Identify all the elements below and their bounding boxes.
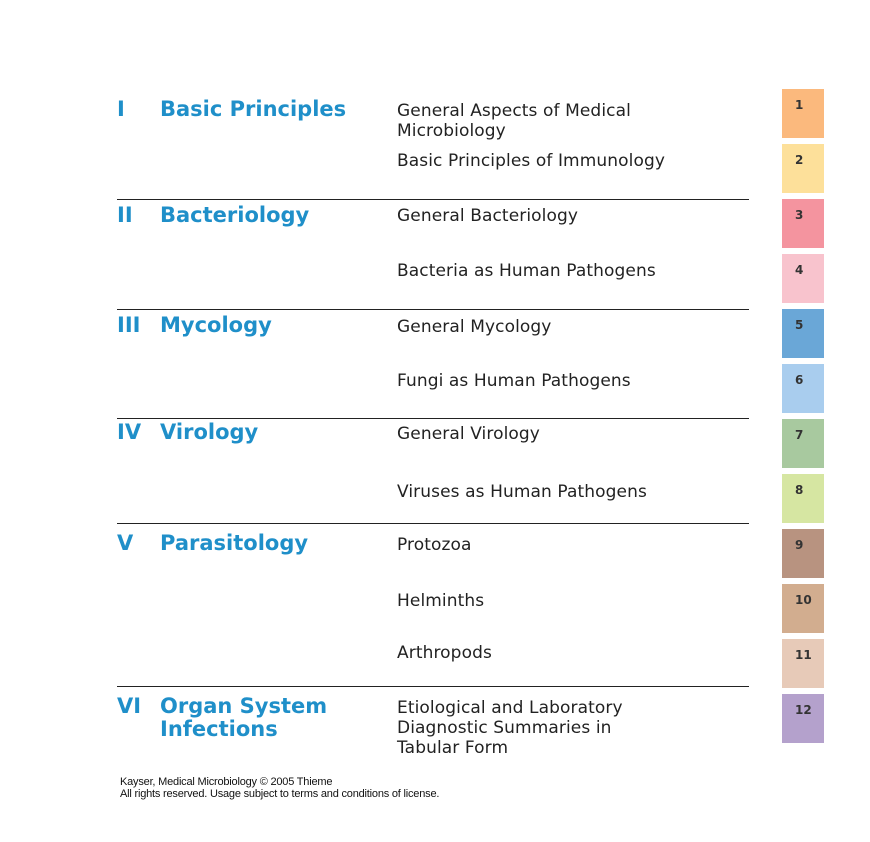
- chapter-8-title[interactable]: Viruses as Human Pathogens: [397, 482, 647, 502]
- chapter-7-title[interactable]: General Virology: [397, 424, 540, 444]
- chapter-tab-number: 5: [795, 318, 804, 332]
- chapter-tab-number: 1: [795, 98, 804, 112]
- copyright-line-1: Kayser, Medical Microbiology © 2005 Thieme: [120, 776, 333, 788]
- chapter-tab-number: 6: [795, 373, 804, 387]
- chapter-tab-2[interactable]: [782, 144, 824, 193]
- part-title-mycology: Mycology: [160, 313, 272, 337]
- chapter-9-title[interactable]: Protozoa: [397, 535, 472, 555]
- part-numeral-vi: VI: [117, 694, 142, 718]
- section-divider: [117, 686, 749, 687]
- part-title-line-2: Infections: [160, 717, 278, 741]
- chapter-tab-3[interactable]: [782, 199, 824, 248]
- chapter-2-title[interactable]: Basic Principles of Immunology: [397, 151, 666, 171]
- chapter-6-title[interactable]: Fungi as Human Pathogens: [397, 371, 631, 391]
- part-title-line-1: Organ System: [160, 694, 328, 718]
- section-divider: [117, 523, 749, 524]
- chapter-tab-number: 4: [795, 263, 804, 277]
- chapter-tab-1[interactable]: [782, 89, 824, 138]
- section-divider: [117, 309, 749, 310]
- chapter-12-line-3: Tabular Form: [397, 738, 509, 758]
- chapter-4-title[interactable]: Bacteria as Human Pathogens: [397, 261, 656, 281]
- part-title-organ-system-infections: [160, 695, 327, 741]
- chapter-tab-number: 2: [795, 153, 804, 167]
- section-divider: [117, 199, 749, 200]
- chapter-tab-number: 7: [795, 428, 804, 442]
- part-numeral-iv: IV: [117, 420, 142, 444]
- part-title-virology: Virology: [160, 420, 259, 444]
- chapter-11-title[interactable]: Arthropods: [397, 643, 492, 663]
- chapter-1-line-1: General Aspects of Medical: [397, 101, 631, 121]
- chapter-tab-10[interactable]: [782, 584, 824, 633]
- chapter-10-title[interactable]: Helminths: [397, 591, 485, 611]
- chapter-tab-8[interactable]: [782, 474, 824, 523]
- chapter-tab-number: 11: [795, 648, 812, 662]
- part-title-bacteriology: Bacteriology: [160, 203, 310, 227]
- part-title-basic-principles: Basic Principles: [160, 97, 347, 121]
- chapter-tab-number: 12: [795, 703, 812, 717]
- chapter-12-line-1: Etiological and Laboratory: [397, 698, 623, 718]
- chapter-tab-number: 10: [795, 593, 812, 607]
- chapter-12-title[interactable]: [397, 698, 762, 758]
- chapter-tab-7[interactable]: [782, 419, 824, 468]
- chapter-tab-number: 9: [795, 538, 804, 552]
- chapter-tab-9[interactable]: [782, 529, 824, 578]
- chapter-12-line-2: Diagnostic Summaries in: [397, 718, 612, 738]
- chapter-tab-4[interactable]: [782, 254, 824, 303]
- chapter-tab-11[interactable]: [782, 639, 824, 688]
- chapter-5-title[interactable]: General Mycology: [397, 317, 552, 337]
- chapter-tab-number: 3: [795, 208, 804, 222]
- part-numeral-i: I: [117, 97, 125, 121]
- chapter-tab-12[interactable]: [782, 694, 824, 743]
- chapter-1-title[interactable]: [397, 101, 762, 141]
- chapter-tab-5[interactable]: [782, 309, 824, 358]
- chapter-3-title[interactable]: General Bacteriology: [397, 206, 579, 226]
- copyright-line-2: All rights reserved. Usage subject to terms and conditions of license.: [120, 788, 440, 800]
- chapter-1-line-2: Microbiology: [397, 121, 506, 141]
- part-numeral-iii: III: [117, 313, 141, 337]
- part-numeral-ii: II: [117, 203, 133, 227]
- part-title-parasitology: Parasitology: [160, 531, 309, 555]
- copyright-notice: [120, 776, 720, 800]
- section-divider: [117, 418, 749, 419]
- part-numeral-v: V: [117, 531, 134, 555]
- chapter-tab-6[interactable]: [782, 364, 824, 413]
- chapter-tab-number: 8: [795, 483, 804, 497]
